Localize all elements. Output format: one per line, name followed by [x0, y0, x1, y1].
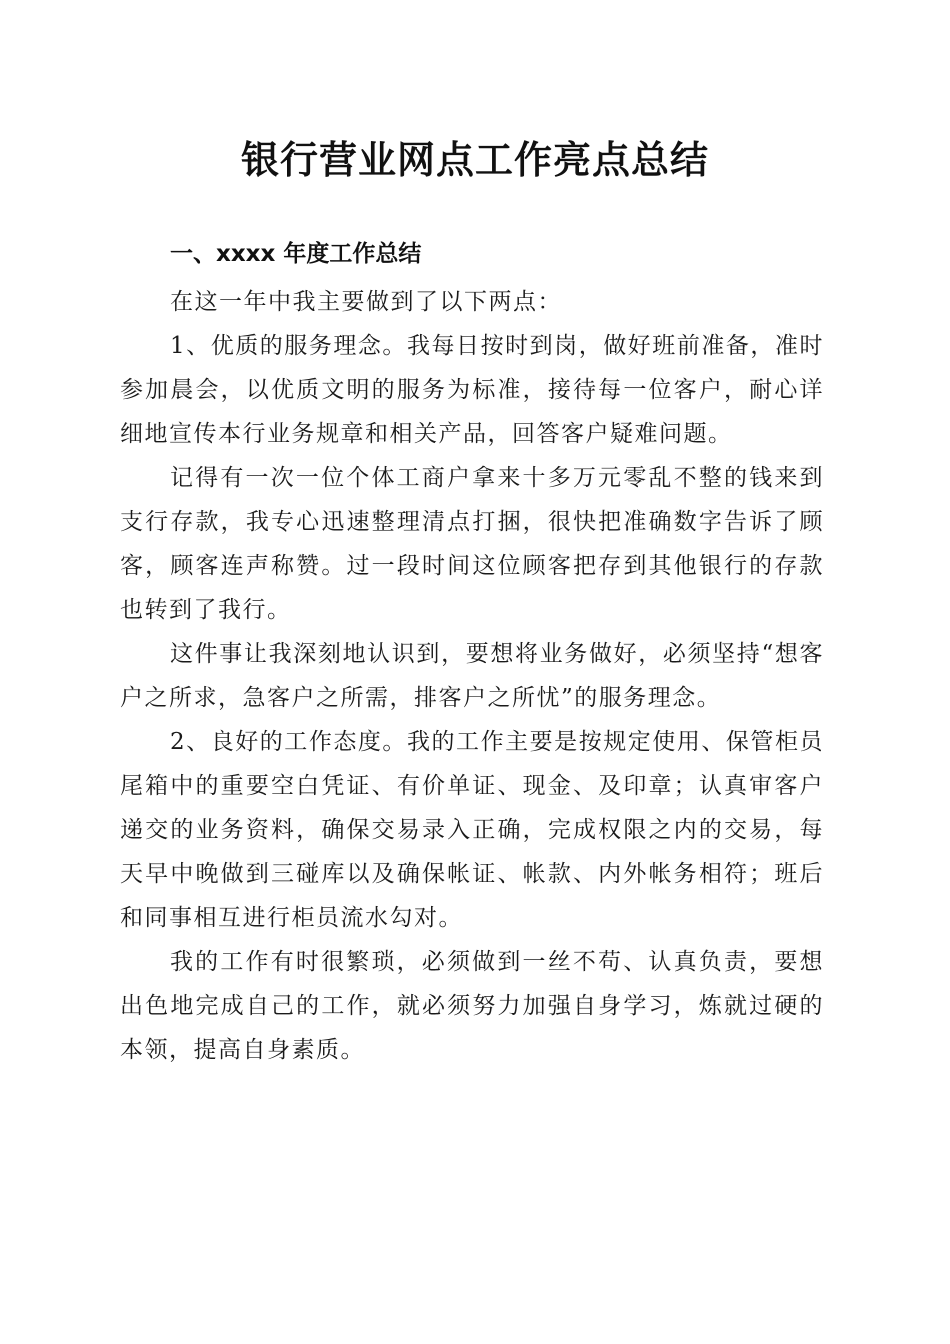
- paragraph-intro: 在这一年中我主要做到了以下两点：: [170, 289, 562, 315]
- section-heading: 一、xxxx 年度工作总结: [170, 241, 422, 267]
- paragraph-lesson: 这件事让我深刻地认识到，要想将业务做好，必须坚持“想客户之所求，急客户之所需，排客户之所忧”的服务理念。: [120, 641, 824, 711]
- paragraph-service-philosophy: 1、优质的服务理念。我每日按时到岗，做好班前准备，准时参加晨会，以优质文明的服务为标准，接待每一位客户，耐心详细地宣传本行业务规章和相关产品，回答客户疑难问题。: [120, 333, 824, 447]
- paragraph-work-attitude: 2、良好的工作态度。我的工作主要是按规定使用、保管柜员尾箱中的重要空白凭证、有价单证、现金、及印章；认真审客户递交的业务资料，确保交易录入正确，完成权限之内的交易，每天早中晚做到三碰库以及确保帐证、帐款、内外帐务相符；班后和同事相互进行柜员流水勾对。: [120, 729, 824, 931]
- paragraph-self-improvement: 我的工作有时很繁琐，必须做到一丝不苟、认真负责，要想出色地完成自己的工作，就必须努力加强自身学习，炼就过硬的本领，提高自身素质。: [120, 949, 824, 1063]
- document-body: [120, 228, 824, 1072]
- document-title: 银行营业网点工作亮点总结: [240, 137, 709, 182]
- paragraph-customer-story: 记得有一次一位个体工商户拿来十多万元零乱不整的钱来到支行存款，我专心迅速整理清点打捆，很快把准确数字告诉了顾客，顾客连声称赞。过一段时间这位顾客把存到其他银行的存款也转到了我行。: [120, 465, 824, 623]
